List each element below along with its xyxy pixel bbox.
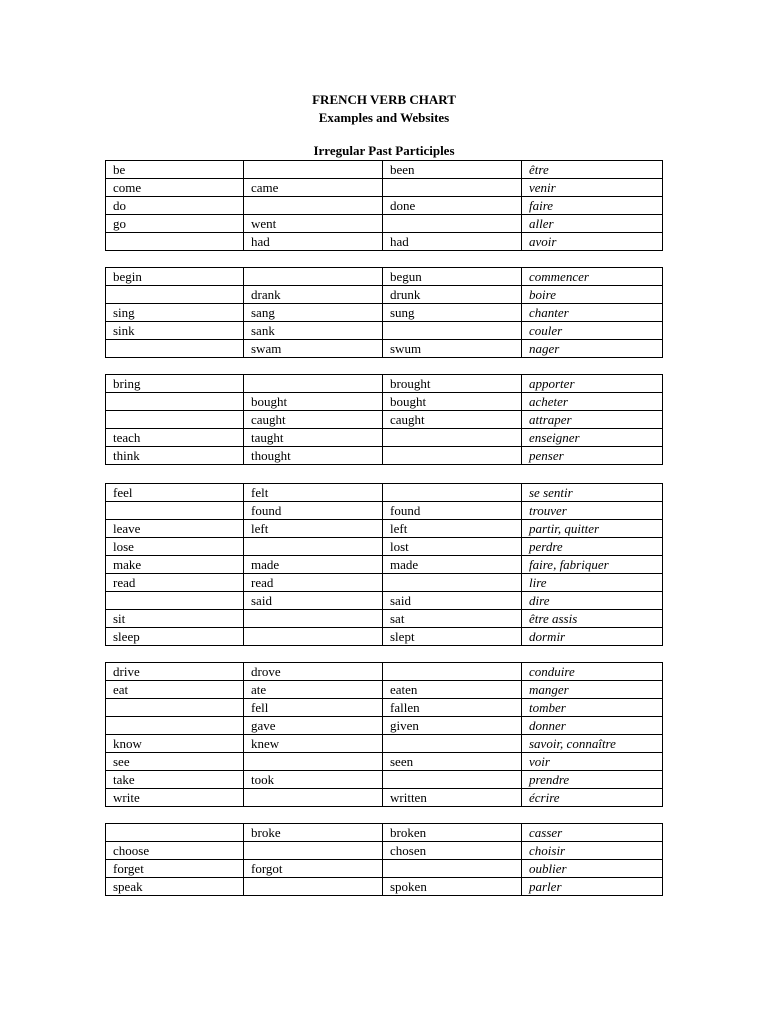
table-row bbox=[106, 375, 663, 393]
english-verb-cell: see bbox=[106, 753, 244, 771]
english-verb-cell: sink bbox=[106, 322, 244, 340]
table-row bbox=[106, 753, 663, 771]
simple-past-cell: bought bbox=[244, 393, 383, 411]
french-verb-cell: perdre bbox=[522, 538, 663, 556]
simple-past-cell bbox=[244, 753, 383, 771]
english-verb-cell bbox=[106, 592, 244, 610]
french-verb-cell: être assis bbox=[522, 610, 663, 628]
table-row bbox=[106, 429, 663, 447]
past-participle-cell bbox=[383, 322, 522, 340]
english-verb-cell bbox=[106, 717, 244, 735]
table-row bbox=[106, 735, 663, 753]
english-verb-cell: eat bbox=[106, 681, 244, 699]
past-participle-cell bbox=[383, 179, 522, 197]
french-verb-cell: dire bbox=[522, 592, 663, 610]
french-verb-cell: enseigner bbox=[522, 429, 663, 447]
english-verb-cell: feel bbox=[106, 484, 244, 502]
english-verb-cell: leave bbox=[106, 520, 244, 538]
simple-past-cell bbox=[244, 610, 383, 628]
english-verb-cell: write bbox=[106, 789, 244, 807]
english-verb-cell: sleep bbox=[106, 628, 244, 646]
french-verb-cell: conduire bbox=[522, 663, 663, 681]
simple-past-cell: ate bbox=[244, 681, 383, 699]
french-verb-cell: parler bbox=[522, 878, 663, 896]
past-participle-cell: seen bbox=[383, 753, 522, 771]
french-verb-cell: nager bbox=[522, 340, 663, 358]
simple-past-cell: read bbox=[244, 574, 383, 592]
simple-past-cell: broke bbox=[244, 824, 383, 842]
table-row bbox=[106, 663, 663, 681]
english-verb-cell: be bbox=[106, 161, 244, 179]
document-header bbox=[0, 91, 768, 127]
french-verb-cell: faire, fabriquer bbox=[522, 556, 663, 574]
simple-past-cell: sang bbox=[244, 304, 383, 322]
french-verb-cell: tomber bbox=[522, 699, 663, 717]
simple-past-cell: thought bbox=[244, 447, 383, 465]
past-participle-cell bbox=[383, 447, 522, 465]
english-verb-cell bbox=[106, 393, 244, 411]
past-participle-cell: had bbox=[383, 233, 522, 251]
past-participle-cell: bought bbox=[383, 393, 522, 411]
french-verb-cell: être bbox=[522, 161, 663, 179]
past-participle-cell: eaten bbox=[383, 681, 522, 699]
simple-past-cell: had bbox=[244, 233, 383, 251]
table-row bbox=[106, 411, 663, 429]
french-verb-cell: acheter bbox=[522, 393, 663, 411]
past-participle-cell: been bbox=[383, 161, 522, 179]
past-participle-cell: written bbox=[383, 789, 522, 807]
french-verb-cell: boire bbox=[522, 286, 663, 304]
table-row bbox=[106, 502, 663, 520]
simple-past-cell: drank bbox=[244, 286, 383, 304]
french-verb-cell: apporter bbox=[522, 375, 663, 393]
past-participle-cell: left bbox=[383, 520, 522, 538]
past-participle-cell: fallen bbox=[383, 699, 522, 717]
french-verb-cell: trouver bbox=[522, 502, 663, 520]
past-participle-cell bbox=[383, 771, 522, 789]
past-participle-cell: spoken bbox=[383, 878, 522, 896]
french-verb-cell: savoir, connaître bbox=[522, 735, 663, 753]
simple-past-cell: took bbox=[244, 771, 383, 789]
table-row bbox=[106, 699, 663, 717]
past-participle-cell bbox=[383, 663, 522, 681]
table-row bbox=[106, 233, 663, 251]
verb-table bbox=[105, 160, 663, 251]
table-row bbox=[106, 592, 663, 610]
table-row bbox=[106, 771, 663, 789]
verb-table bbox=[105, 267, 663, 358]
simple-past-cell: went bbox=[244, 215, 383, 233]
past-participle-cell: begun bbox=[383, 268, 522, 286]
simple-past-cell: left bbox=[244, 520, 383, 538]
past-participle-cell bbox=[383, 735, 522, 753]
past-participle-cell: said bbox=[383, 592, 522, 610]
english-verb-cell bbox=[106, 233, 244, 251]
table-row bbox=[106, 860, 663, 878]
verb-table bbox=[105, 483, 663, 646]
english-verb-cell: speak bbox=[106, 878, 244, 896]
past-participle-cell bbox=[383, 215, 522, 233]
french-verb-cell: donner bbox=[522, 717, 663, 735]
section-title: Irregular Past Participles bbox=[313, 143, 455, 158]
past-participle-cell: brought bbox=[383, 375, 522, 393]
table-row bbox=[106, 610, 663, 628]
french-verb-cell: chanter bbox=[522, 304, 663, 322]
table-row bbox=[106, 304, 663, 322]
english-verb-cell: choose bbox=[106, 842, 244, 860]
past-participle-cell: given bbox=[383, 717, 522, 735]
english-verb-cell bbox=[106, 340, 244, 358]
past-participle-cell: drunk bbox=[383, 286, 522, 304]
simple-past-cell: forgot bbox=[244, 860, 383, 878]
past-participle-cell: done bbox=[383, 197, 522, 215]
past-participle-cell bbox=[383, 484, 522, 502]
table-row bbox=[106, 842, 663, 860]
table-row bbox=[106, 268, 663, 286]
french-verb-cell: voir bbox=[522, 753, 663, 771]
verb-table bbox=[105, 374, 663, 465]
past-participle-cell bbox=[383, 574, 522, 592]
past-participle-cell: swum bbox=[383, 340, 522, 358]
english-verb-cell: begin bbox=[106, 268, 244, 286]
simple-past-cell bbox=[244, 538, 383, 556]
simple-past-cell: taught bbox=[244, 429, 383, 447]
simple-past-cell bbox=[244, 628, 383, 646]
past-participle-cell: sat bbox=[383, 610, 522, 628]
simple-past-cell bbox=[244, 197, 383, 215]
table-row bbox=[106, 717, 663, 735]
english-verb-cell: sing bbox=[106, 304, 244, 322]
page-title: FRENCH VERB CHART bbox=[312, 92, 456, 107]
english-verb-cell: read bbox=[106, 574, 244, 592]
english-verb-cell: know bbox=[106, 735, 244, 753]
french-verb-cell: écrire bbox=[522, 789, 663, 807]
simple-past-cell bbox=[244, 375, 383, 393]
simple-past-cell: sank bbox=[244, 322, 383, 340]
french-verb-cell: choisir bbox=[522, 842, 663, 860]
table-row bbox=[106, 286, 663, 304]
table-row bbox=[106, 824, 663, 842]
page-subtitle: Examples and Websites bbox=[318, 110, 450, 125]
table-row bbox=[106, 520, 663, 538]
simple-past-cell: made bbox=[244, 556, 383, 574]
verb-table bbox=[105, 823, 663, 896]
simple-past-cell bbox=[244, 161, 383, 179]
simple-past-cell: knew bbox=[244, 735, 383, 753]
french-verb-cell: avoir bbox=[522, 233, 663, 251]
table-row bbox=[106, 340, 663, 358]
english-verb-cell: go bbox=[106, 215, 244, 233]
english-verb-cell: teach bbox=[106, 429, 244, 447]
table-row bbox=[106, 322, 663, 340]
past-participle-cell: broken bbox=[383, 824, 522, 842]
french-verb-cell: couler bbox=[522, 322, 663, 340]
table-row bbox=[106, 179, 663, 197]
english-verb-cell bbox=[106, 824, 244, 842]
past-participle-cell bbox=[383, 860, 522, 878]
table-row bbox=[106, 197, 663, 215]
french-verb-cell: se sentir bbox=[522, 484, 663, 502]
french-verb-cell: faire bbox=[522, 197, 663, 215]
table-row bbox=[106, 681, 663, 699]
table-row bbox=[106, 161, 663, 179]
english-verb-cell: think bbox=[106, 447, 244, 465]
simple-past-cell bbox=[244, 268, 383, 286]
table-row bbox=[106, 215, 663, 233]
english-verb-cell: take bbox=[106, 771, 244, 789]
english-verb-cell: lose bbox=[106, 538, 244, 556]
verb-table bbox=[105, 662, 663, 807]
table-row bbox=[106, 538, 663, 556]
past-participle-cell: slept bbox=[383, 628, 522, 646]
french-verb-cell: penser bbox=[522, 447, 663, 465]
english-verb-cell: do bbox=[106, 197, 244, 215]
simple-past-cell bbox=[244, 842, 383, 860]
simple-past-cell: said bbox=[244, 592, 383, 610]
table-row bbox=[106, 556, 663, 574]
french-verb-cell: manger bbox=[522, 681, 663, 699]
simple-past-cell: caught bbox=[244, 411, 383, 429]
french-verb-cell: partir, quitter bbox=[522, 520, 663, 538]
english-verb-cell bbox=[106, 411, 244, 429]
english-verb-cell: make bbox=[106, 556, 244, 574]
past-participle-cell bbox=[383, 429, 522, 447]
french-verb-cell: lire bbox=[522, 574, 663, 592]
table-row bbox=[106, 789, 663, 807]
table-row bbox=[106, 628, 663, 646]
past-participle-cell: made bbox=[383, 556, 522, 574]
english-verb-cell bbox=[106, 699, 244, 717]
table-row bbox=[106, 393, 663, 411]
simple-past-cell: gave bbox=[244, 717, 383, 735]
table-row bbox=[106, 484, 663, 502]
english-verb-cell bbox=[106, 502, 244, 520]
table-row bbox=[106, 447, 663, 465]
english-verb-cell: drive bbox=[106, 663, 244, 681]
past-participle-cell: chosen bbox=[383, 842, 522, 860]
table-row bbox=[106, 878, 663, 896]
french-verb-cell: casser bbox=[522, 824, 663, 842]
table-row bbox=[106, 574, 663, 592]
past-participle-cell: caught bbox=[383, 411, 522, 429]
english-verb-cell: come bbox=[106, 179, 244, 197]
past-participle-cell: found bbox=[383, 502, 522, 520]
simple-past-cell: felt bbox=[244, 484, 383, 502]
french-verb-cell: dormir bbox=[522, 628, 663, 646]
english-verb-cell bbox=[106, 286, 244, 304]
simple-past-cell bbox=[244, 878, 383, 896]
simple-past-cell: fell bbox=[244, 699, 383, 717]
english-verb-cell: forget bbox=[106, 860, 244, 878]
french-verb-cell: prendre bbox=[522, 771, 663, 789]
english-verb-cell: bring bbox=[106, 375, 244, 393]
past-participle-cell: lost bbox=[383, 538, 522, 556]
simple-past-cell: found bbox=[244, 502, 383, 520]
french-verb-cell: oublier bbox=[522, 860, 663, 878]
french-verb-cell: commencer bbox=[522, 268, 663, 286]
french-verb-cell: aller bbox=[522, 215, 663, 233]
french-verb-cell: attraper bbox=[522, 411, 663, 429]
simple-past-cell bbox=[244, 789, 383, 807]
french-verb-cell: venir bbox=[522, 179, 663, 197]
simple-past-cell: drove bbox=[244, 663, 383, 681]
simple-past-cell: swam bbox=[244, 340, 383, 358]
english-verb-cell: sit bbox=[106, 610, 244, 628]
simple-past-cell: came bbox=[244, 179, 383, 197]
past-participle-cell: sung bbox=[383, 304, 522, 322]
